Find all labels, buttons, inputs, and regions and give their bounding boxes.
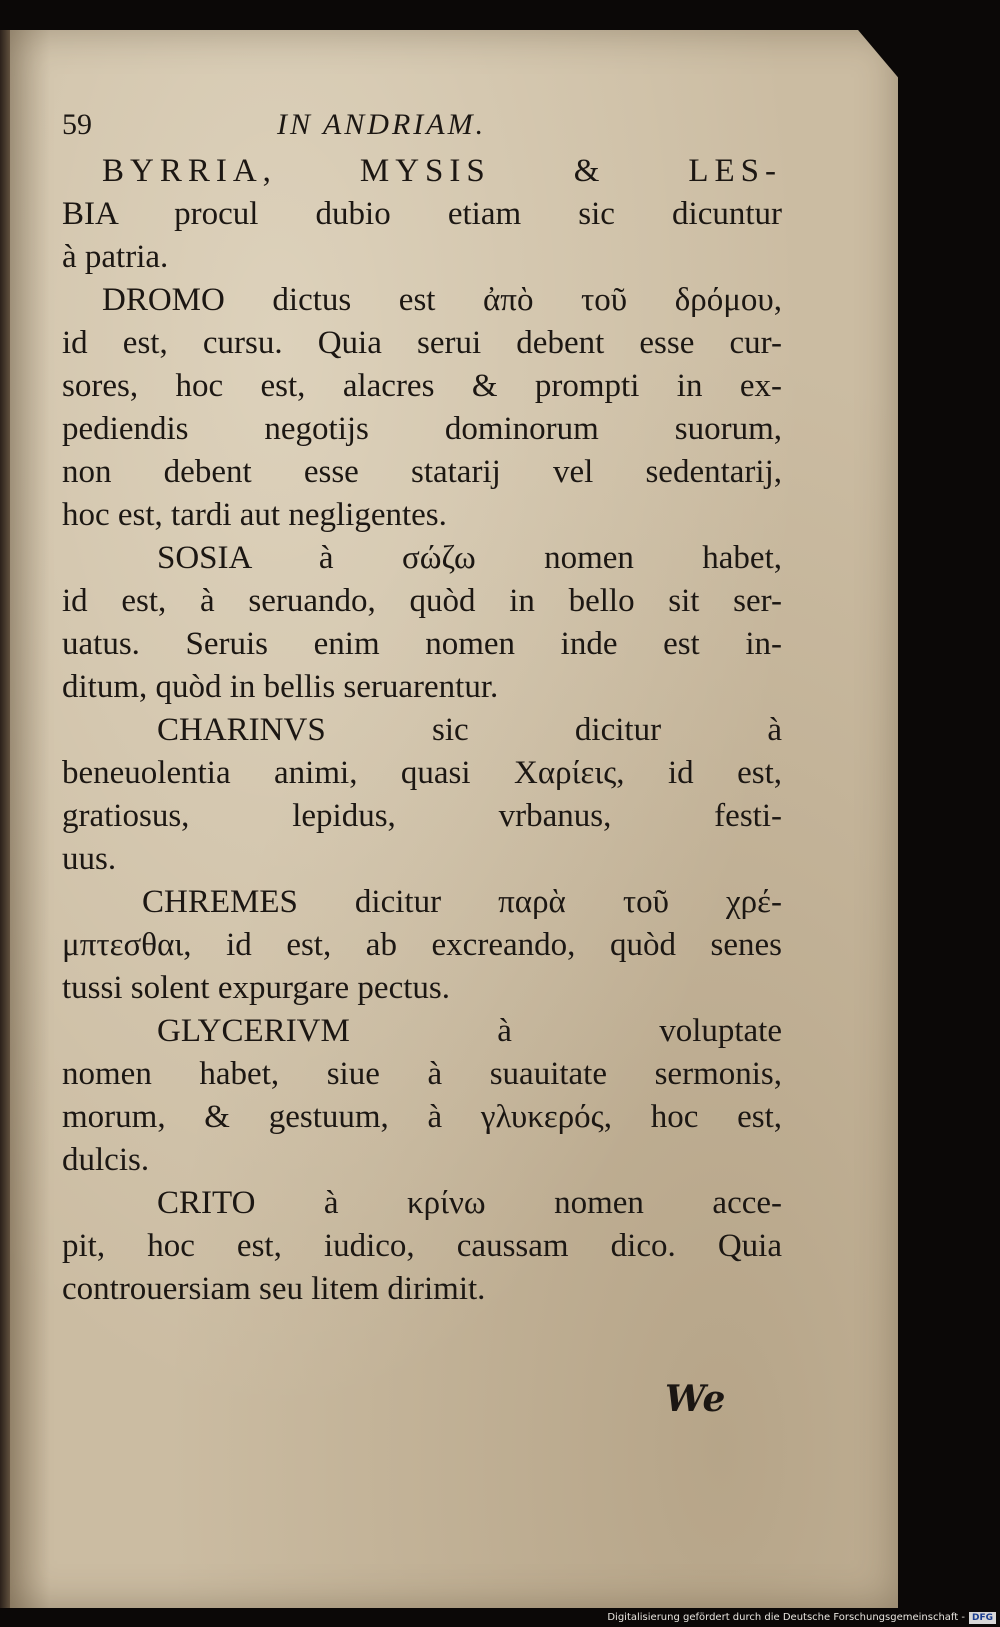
text-line: CHREMES dicitur παρὰ τοῦ χρέ- <box>142 884 782 920</box>
text-line: id est, à seruando, quòd in bello sit ser- <box>62 583 782 619</box>
text-line: DROMO dictus est ἀπὸ τοῦ δρόμου, <box>102 282 782 318</box>
text-line: pediendis negotijs dominorum suorum, <box>62 411 782 447</box>
text-line: gratiosus, lepidus, vrbanus, festi- <box>62 798 782 834</box>
digitization-footer <box>600 1608 996 1627</box>
text-line: BYRRIA, MYSIS & LES- <box>102 153 782 189</box>
text-line: ditum, quòd in bellis seruarentur. <box>62 669 499 705</box>
text-line: beneuolentia animi, quasi Χαρίεις, id est, <box>62 755 782 791</box>
text-line: à patria. <box>62 239 169 275</box>
text-line: controuersiam seu litem dirimit. <box>62 1271 486 1307</box>
text-line: SOSIA à σώζω nomen habet, <box>157 540 782 576</box>
text-line: non debent esse statarij vel sedentarij, <box>62 454 782 490</box>
running-head: IN ANDRIAM. <box>277 108 487 141</box>
text-line: pit, hoc est, iudico, caussam dico. Quia <box>62 1228 782 1264</box>
page-number: 59 <box>62 108 92 141</box>
page-header <box>62 100 782 150</box>
text-line: sores, hoc est, alacres & prompti in ex- <box>62 368 782 404</box>
text-line: nomen habet, siue à suauitate sermonis, <box>62 1056 782 1092</box>
text-line: dulcis. <box>62 1142 150 1178</box>
text-line: BIA procul dubio etiam sic dicuntur <box>62 196 782 232</box>
text-line: id est, cursu. Quia serui debent esse cur- <box>62 325 782 361</box>
footer-credit: Digitalisierung gefördert durch die Deutsche Forschungsgemeinschaft - <box>607 1612 965 1623</box>
text-line: GLYCERIVM à voluptate <box>157 1013 782 1049</box>
text-line: hoc est, tardi aut negligentes. <box>62 497 447 533</box>
text-line: CRITO à κρίνω nomen acce- <box>157 1185 782 1221</box>
text-line: tussi solent expurgare pectus. <box>62 970 450 1006</box>
text-line: μπτεσθαι, id est, ab excreando, quòd senes <box>62 927 782 963</box>
dfg-logo: DFG <box>969 1612 996 1624</box>
text-line: uatus. Seruis enim nomen inde est in- <box>62 626 782 662</box>
text-line: uus. <box>62 841 117 877</box>
catchword: We <box>665 1378 726 1420</box>
text-line: morum, & gestuum, à γλυκερός, hoc est, <box>62 1099 782 1135</box>
page-text-block <box>62 100 782 1311</box>
text-line: CHARINVS sic dicitur à <box>157 712 782 748</box>
